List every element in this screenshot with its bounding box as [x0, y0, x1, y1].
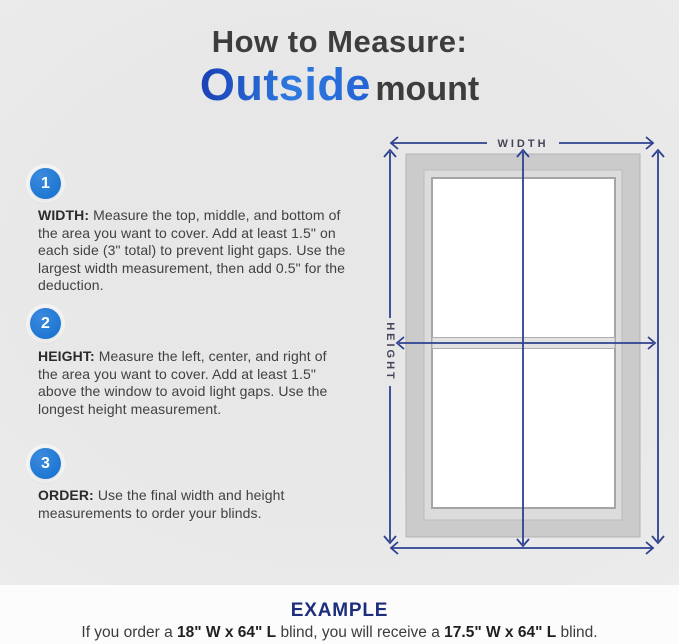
step-2-body: Measure the left, center, and right of the area you want to cover. Add at least 1.5" above the window to avoid light gaps. Use the longest height measurement.: [38, 348, 328, 417]
example-section: [0, 585, 679, 644]
step-3-label: ORDER:: [38, 487, 94, 503]
title-mount-word: mount: [375, 70, 480, 108]
step-1-number: 1: [41, 174, 50, 192]
step-1-label: WIDTH:: [38, 207, 90, 223]
step-2-text: [38, 348, 350, 418]
example-sentence: [0, 624, 679, 641]
height-label: HEIGHT: [384, 322, 396, 382]
step-3-badge: [30, 448, 61, 479]
step-2-label: HEIGHT:: [38, 348, 95, 364]
window-measurement-diagram: [370, 118, 679, 570]
step-1-badge: [30, 168, 61, 199]
example-received-size: 17.5" W x 64" L: [444, 624, 557, 641]
page-title: [0, 24, 679, 121]
title-line-2: [0, 60, 679, 121]
height-arrow-right: [652, 150, 664, 543]
example-heading: EXAMPLE: [290, 600, 389, 621]
example-middle: blind, you will receive a: [276, 624, 445, 641]
step-1-text: [38, 207, 350, 295]
step-2-number: 2: [41, 314, 50, 332]
example-prefix: If you order a: [81, 624, 178, 641]
step-1-body: Measure the top, middle, and bottom of the area you want to cover. Add at least 1.5" on each side (3" total) to prevent light gaps. Use the largest width measurement, then add 0.5" for the deduction.: [38, 207, 346, 293]
example-ordered-size: 18" W x 64" L: [177, 624, 277, 641]
example-suffix: blind.: [556, 624, 598, 641]
step-3-body: Use the final width and height measurements to order your blinds.: [38, 487, 285, 521]
step-3-text: [38, 487, 350, 522]
step-3-number: 3: [41, 454, 50, 472]
step-2-badge: [30, 308, 61, 339]
width-label: WIDTH: [497, 138, 549, 150]
title-line-1: How to Measure:: [211, 24, 468, 59]
title-outside-word: Outside: [199, 59, 371, 110]
